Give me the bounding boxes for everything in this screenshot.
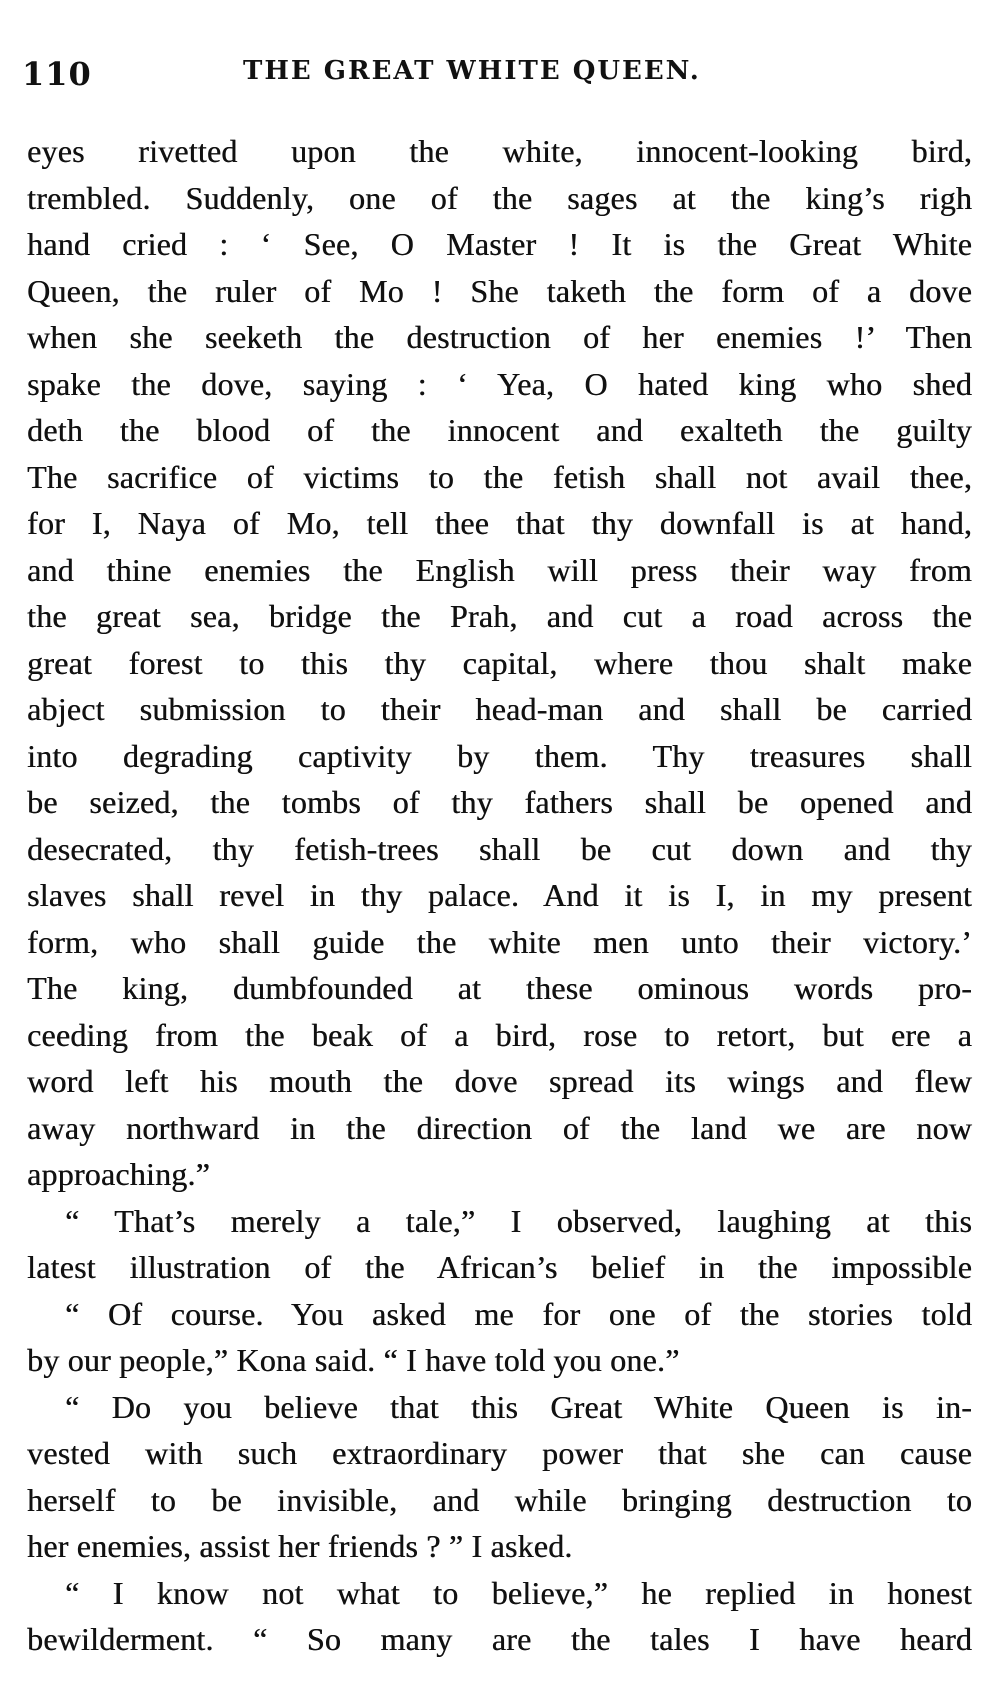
text-line: herself to be invisible, and while bringing destruction to <box>27 1481 972 1518</box>
text-line: “ That’s merely a tale,” I observed, laughing at this <box>65 1202 972 1239</box>
text-line: and thine enemies the English will press their way from <box>27 551 972 588</box>
text-line: “ Do you believe that this Great White Queen is in- <box>65 1388 972 1425</box>
text-line: her enemies, assist her friends ? ” I asked. <box>27 1528 573 1564</box>
text-line: spake the dove, saying : ‘ Yea, O hated king who shed <box>27 365 972 402</box>
text-line: by our people,” Kona said. “ I have told you one.” <box>27 1342 680 1378</box>
text-line: The sacrifice of victims to the fetish shall not avail thee, <box>27 458 972 495</box>
text-line: The king, dumbfounded at these ominous words pro- <box>27 970 972 1006</box>
text-line: vested with such extraordinary power that she can cause <box>27 1435 972 1471</box>
text-line: great forest to this thy capital, where thou shalt make <box>27 644 972 681</box>
text-line: trembled. Suddenly, one of the sages at the king’s righ <box>27 179 972 216</box>
text-line: eyes rivetted upon the white, innocent-looking bird, <box>27 133 972 169</box>
text-line: word left his mouth the dove spread its wings and flew <box>27 1063 972 1099</box>
text-line: latest illustration of the African’s belief in the impossible <box>27 1249 972 1285</box>
text-line: into degrading captivity by them. Thy treasures shall <box>27 737 972 774</box>
text-line: be seized, the tombs of thy fathers shall be opened and <box>27 784 972 820</box>
text-line: deth the blood of the innocent and exalteth the guilty <box>27 412 972 448</box>
text-line: away northward in the direction of the land we are now <box>27 1109 972 1146</box>
text-line: for I, Naya of Mo, tell thee that thy downfall is at hand, <box>27 505 972 541</box>
text-line: bewilderment. “ So many are the tales I have heard <box>27 1621 972 1657</box>
text-line: slaves shall revel in thy palace. And it is I, in my present <box>27 877 972 913</box>
text-line: “ Of course. You asked me for one of the stories told <box>65 1295 972 1332</box>
text-line: the great sea, bridge the Prah, and cut a road across the <box>27 598 972 634</box>
running-title: THE GREAT WHITE QUEEN. <box>243 56 701 86</box>
text-line: ceeding from the beak of a bird, rose to retort, but ere a <box>27 1016 972 1053</box>
text-line: desecrated, thy fetish-trees shall be cut down and thy <box>27 830 972 867</box>
text-line: abject submission to their head-man and shall be carried <box>27 691 972 727</box>
text-line: hand cried : ‘ See, O Master ! It is the Great White <box>27 226 972 262</box>
text-line: Queen, the ruler of Mo ! She taketh the form of a dove <box>27 272 972 309</box>
body-text <box>27 128 972 1663</box>
text-line: “ I know not what to believe,” he replied in honest <box>65 1574 972 1611</box>
text-line: when she seeketh the destruction of her enemies !’ Then <box>27 319 972 355</box>
text-line: approaching.” <box>27 1156 210 1192</box>
text-line: form, who shall guide the white men unto their victory.’ <box>27 923 972 960</box>
page-number: 110 <box>22 55 92 93</box>
